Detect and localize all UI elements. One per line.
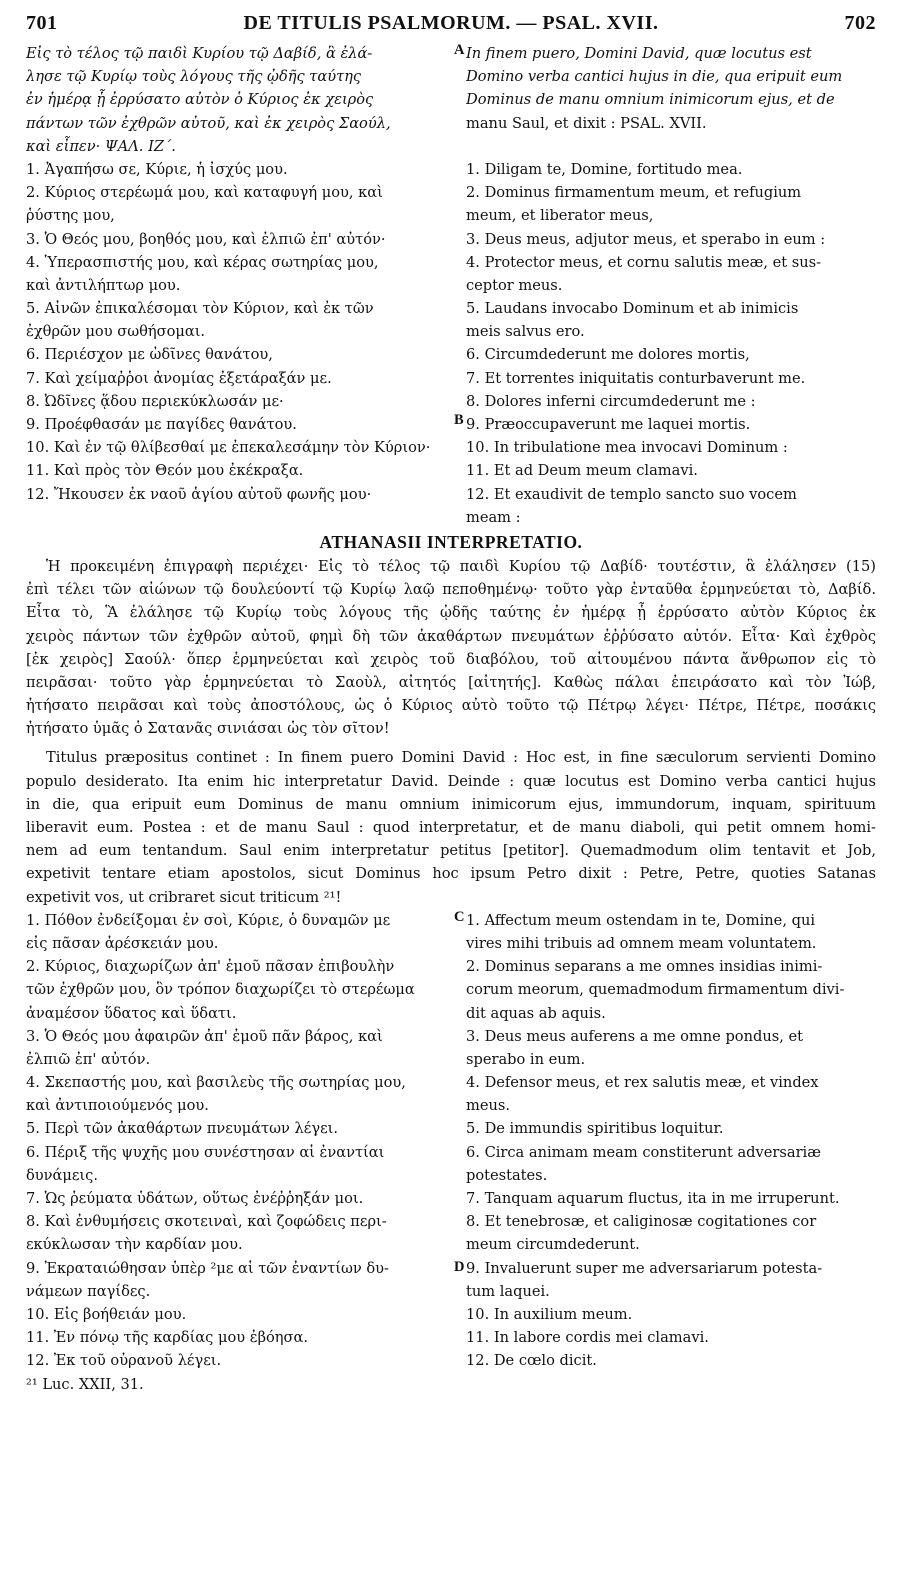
bottom-latin-line: 9. Invaluerunt super me adversariarum potesta- xyxy=(466,1259,823,1277)
bottom-greek-line: 7. Ὡς ῥεύματα ὑδάτων, οὕτως ἐνέῤῥηξάν μοι. xyxy=(26,1190,364,1207)
latin-commentary-line: liberavit eum. Postea : et de manu Saul : quod interpretatur, et de manu diaboli, qui petit omnem homi- xyxy=(26,819,876,836)
bottom-greek-line: εἰς πᾶσαν ἀρέσκειάν μου. xyxy=(26,934,219,952)
bottom-greek-line: 11. Ἐν πόνῳ τῆς καρδίας μου ἐβόησα. xyxy=(26,1329,308,1347)
top-latin-line: Dominus de manu omnium inimicorum ejus, et de xyxy=(466,91,835,109)
top-latin-line: 3. Deus meus, adjutor meus, et sperabo in eum : xyxy=(466,230,826,248)
bottom-greek-line: 2. Κύριος, διαχωρίζων ἀπ' ἐμοῦ πᾶσαν ἐπιβουλὴν xyxy=(26,958,395,976)
top-greek-line: Εἰς τὸ τέλος τῷ παιδὶ Κυρίου τῷ Δαβίδ, ἃ ἐλά- xyxy=(26,45,373,62)
top-greek-line: 3. Ὁ Θεός μου, βοηθός μου, καὶ ἐλπιῶ ἐπ' αὐτόν· xyxy=(26,230,386,248)
greek-commentary-line: ἠτήσατο πειρᾶσαι καὶ τοὺς ἀποστόλους, ὡς ὁ Κύριος αὐτὸ τοῦτο τῷ Πέτρῳ λέγει· Πέτρε, Πέτρε, ποσάκις xyxy=(26,697,876,715)
psalm-text-top xyxy=(26,42,876,529)
bottom-latin-line: corum meorum, quemadmodum firmamentum divi- xyxy=(466,981,845,999)
top-greek-line: καὶ εἶπεν· ΨΑΛ. ΙΖ΄. xyxy=(26,137,176,155)
bottom-greek-line: 3. Ὁ Θεός μου ἀφαιρῶν ἀπ' ἐμοῦ πᾶν βάρος, καὶ xyxy=(26,1027,383,1045)
top-greek-line: 7. Καὶ χείμαῤῥοι ἀνομίας ἐξετάραξάν με. xyxy=(26,369,332,387)
margin-marker-d: D xyxy=(454,1258,465,1275)
bottom-greek-line: 1. Πόθον ἐνδείξομαι ἐν σοὶ, Κύριε, ὁ δυναμῶν με xyxy=(26,911,391,929)
bottom-latin-line: tum laquei. xyxy=(466,1282,550,1300)
top-greek-line: 12. Ἤκουσεν ἐκ ναοῦ ἁγίου αὐτοῦ φωνῆς μου· xyxy=(26,485,372,503)
top-greek-line: 6. Περιέσχον με ὠδῖνες θανάτου, xyxy=(26,346,273,364)
greek-commentary-line: [ἐκ χειρὸς] Σαούλ· ὅπερ ἑρμηνεύεται καὶ χειρὸς τοῦ διαβόλου, τοῦ αἰτουμένου πάντα ἄνθρωπον εἰς τὸ xyxy=(26,650,876,668)
bottom-latin-line: 6. Circa animam meam constiterunt adversariæ xyxy=(466,1143,821,1161)
top-greek-line: ἐν ἡμέρᾳ ᾗ ἐρρύσατο αὐτὸν ὁ Κύριος ἐκ χειρὸς xyxy=(26,91,374,109)
top-greek-line: 2. Κύριος στερέωμά μου, καὶ καταφυγή μου, καὶ xyxy=(26,184,383,202)
bottom-latin-line: 7. Tanquam aquarum fluctus, ita in me irruperunt. xyxy=(466,1190,840,1207)
bottom-greek-line: 5. Περὶ τῶν ἀκαθάρτων πνευμάτων λέγει. xyxy=(26,1120,338,1138)
top-greek-line: 9. Προέφθασάν με παγίδες θανάτου. xyxy=(26,416,297,433)
greek-commentary xyxy=(26,555,876,741)
bottom-latin-line: 3. Deus meus auferens a me omne pondus, et xyxy=(466,1027,803,1045)
top-latin-line: 8. Dolores inferni circumdederunt me : xyxy=(466,392,756,410)
bottom-latin-line: 5. De immundis spiritibus loquitur. xyxy=(466,1120,724,1138)
bottom-greek-line: ἐλπιῶ ἐπ' αὐτόν. xyxy=(26,1050,151,1068)
bottom-latin-line: 11. In labore cordis mei clamavi. xyxy=(466,1329,709,1347)
bottom-latin-line: 2. Dominus separans a me omnes insidias inimi- xyxy=(466,958,823,976)
top-latin-line: 1. Diligam te, Domine, fortitudo mea. xyxy=(466,160,743,178)
bottom-latin-line: 12. De cœlo dicit. xyxy=(466,1352,597,1370)
top-latin-line: manu Saul, et dixit : PSAL. XVII. xyxy=(466,114,707,132)
top-latin-line: 11. Et ad Deum meum clamavi. xyxy=(466,462,698,480)
greek-column-top xyxy=(26,42,454,529)
top-latin-line: 9. Præoccupaverunt me laquei mortis. xyxy=(466,416,751,433)
latin-commentary-line: expetivit tentare etiam apostolos, sicut Dominus hoc ipsum Petro dixit : Petre, Petre, quoties Satanas xyxy=(26,865,876,883)
bottom-greek-line: 9. Ἐκραταιώθησαν ὑπὲρ ²με αἱ τῶν ἐναντίων δυ- xyxy=(26,1259,389,1277)
latin-commentary-line: populo desiderato. Ita enim hic interpretatur David. Deinde : quæ locutus est Domino verba cantici hujus xyxy=(26,772,876,790)
latin-commentary xyxy=(26,746,876,908)
latin-commentary-line: Titulus præpositus continet : In finem puero Domini David : Hoc est, in fine sæculorum servienti Domino xyxy=(46,749,876,767)
top-latin-line xyxy=(466,135,876,158)
bottom-greek-line: εκύκλωσαν τὴν καρδίαν μου. xyxy=(26,1236,243,1254)
top-latin-line: 7. Et torrentes iniquitatis conturbaverunt me. xyxy=(466,369,806,387)
bottom-greek-line: 10. Εἰς βοήθειάν μου. xyxy=(26,1305,187,1323)
bottom-latin-line: meus. xyxy=(466,1097,511,1115)
top-latin-line: meis salvus ero. xyxy=(466,323,585,341)
bottom-greek-line: καὶ ἀντιποιούμενός μου. xyxy=(26,1097,209,1115)
psalm-text-bottom xyxy=(26,909,876,1396)
latin-commentary-line: in die, qua eripuit eum Dominus de manu omnium inimicorum ejus, immundorum, inquam, spirituum xyxy=(26,795,876,813)
top-greek-line: 5. Αἰνῶν ἐπικαλέσομαι τὸν Κύριον, καὶ ἐκ τῶν xyxy=(26,300,374,318)
bottom-latin-line: 1. Affectum meum ostendam in te, Domine, qui xyxy=(466,911,816,929)
greek-commentary-line: Ἡ προκειμένη ἐπιγραφὴ περιέχει· Εἰς τὸ τέλος τῷ παιδὶ Κυρίου τῷ Δαβίδ· τουτέστιν, ἃ ἐλάλησεν (15) xyxy=(46,557,876,575)
top-greek-line: ῥύστης μου, xyxy=(26,207,115,225)
bottom-latin-line: potestates. xyxy=(466,1166,548,1184)
top-greek-line: ἐχθρῶν μου σωθήσομαι. xyxy=(26,323,206,341)
running-title: DE TITULIS PSALMORUM. — PSAL. XVII. xyxy=(243,12,659,34)
bottom-greek-line: 6. Πέριξ τῆς ψυχῆς μου συνέστησαν αἱ ἐναντίαι xyxy=(26,1143,385,1161)
top-greek-line: 8. Ὠδῖνες ᾅδου περιεκύκλωσάν με· xyxy=(26,392,284,410)
greek-commentary-line: ἠτήσατο ὑμᾶς ὁ Σατανᾶς σινιάσαι ὡς τὸν σῖτον! xyxy=(26,720,390,738)
bottom-greek-line: ἀναμέσον ὕδατος καὶ ὕδατι. xyxy=(26,1004,237,1022)
top-latin-line: 4. Protector meus, et cornu salutis meæ, et sus- xyxy=(466,253,822,271)
bottom-latin-line: sperabo in eum. xyxy=(466,1050,586,1068)
margin-marker-c: C xyxy=(454,908,465,925)
top-latin-line: 2. Dominus firmamentum meum, et refugium xyxy=(466,184,802,202)
bottom-greek-line: 8. Καὶ ἐνθυμήσεις σκοτειναὶ, καὶ ζοφώδεις περι- xyxy=(26,1213,387,1231)
bottom-latin-line: meum circumdederunt. xyxy=(466,1236,640,1254)
top-greek-line: καὶ ἀντιλήπτωρ μου. xyxy=(26,276,181,294)
bottom-latin-line: 10. In auxilium meum. xyxy=(466,1305,633,1323)
greek-commentary-line: ἐπὶ τέλει τῶν αἰώνων τῷ δουλεύοντί τῷ Κυρίῳ λαῷ πεποθημένῳ· τοῦτο γὰρ ἐνταῦθα ἑρμηνεύεται τὸ, Δαβίδ. xyxy=(26,581,876,599)
section-title: ATHANASII INTERPRETATIO. xyxy=(319,531,583,552)
top-latin-line: Domino verba cantici hujus in die, qua eripuit eum xyxy=(466,68,843,86)
latin-commentary-line: expetivit vos, ut cribraret sicut triticum ²¹! xyxy=(26,888,342,906)
top-latin-line: meam : xyxy=(466,508,521,526)
greek-commentary-line: πειρᾶσαι· τοῦτο γὰρ ἑρμηνεύεται τὸ Σαοὺλ, αἰτητός [αἰτητής]. Καθὼς πάλαι ἐπειράσατο καὶ τὸν Ἰώβ, xyxy=(26,673,876,691)
bottom-latin-line: dit aquas ab aquis. xyxy=(466,1004,606,1022)
bottom-greek-line: 12. Ἐκ τοῦ οὐρανοῦ λέγει. xyxy=(26,1352,222,1370)
latin-column-bottom xyxy=(466,909,876,1396)
latin-commentary-line: nem ad eum tentandum. Saul enim interpretatur petitus [petitor]. Quemadmodum olim tentavit et Job, xyxy=(26,842,876,860)
bottom-greek-line: τῶν ἐχθρῶν μου, ὃν τρόπον διαχωρίζει τὸ στερέωμα xyxy=(26,981,415,999)
latin-column-top xyxy=(466,42,876,529)
greek-column-bottom xyxy=(26,909,454,1396)
bottom-greek-line: νάμεων παγίδες. xyxy=(26,1282,151,1300)
top-latin-line: 12. Et exaudivit de templo sancto suo vocem xyxy=(466,485,797,503)
margin-marker-b: B xyxy=(454,412,464,428)
top-greek-line: 1. Ἀγαπήσω σε, Κύριε, ἡ ἰσχύς μου. xyxy=(26,160,288,178)
bottom-latin-line: 8. Et tenebrosæ, et caliginosæ cogitationes cor xyxy=(466,1213,817,1231)
greek-commentary-line: Εἶτα τὸ, Ἃ ἐλάλησε τῷ Κυρίῳ τοὺς λόγους τῆς ᾠδῆς ταύτης ἐν ἡμέρᾳ ᾗ ἐρρύσατο αὐτὸν Κύριος ἐκ xyxy=(26,604,876,622)
bottom-greek-line: ²¹ Luc. XXII, 31. xyxy=(26,1375,144,1393)
bottom-greek-line: 4. Σκεπαστής μου, καὶ βασιλεὺς τῆς σωτηρίας μου, xyxy=(26,1074,406,1092)
top-greek-line: λησε τῷ Κυρίῳ τοὺς λόγους τῆς ᾠδῆς ταύτης xyxy=(26,68,362,86)
bottom-greek-line: δυνάμεις. xyxy=(26,1166,98,1184)
top-greek-line: 10. Καὶ ἐν τῷ θλίβεσθαί με ἐπεκαλεσάμην τὸν Κύριον· xyxy=(26,439,431,457)
bottom-latin-line: vires mihi tribuis ad omnem meam voluntatem. xyxy=(466,934,817,952)
top-greek-line: 4. Ὑπερασπιστής μου, καὶ κέρας σωτηρίας μου, xyxy=(26,253,379,271)
left-page-number: 701 xyxy=(26,12,58,34)
top-latin-line: meum, et liberator meus, xyxy=(466,207,654,225)
bottom-latin-line: 4. Defensor meus, et rex salutis meæ, et vindex xyxy=(466,1074,819,1092)
top-greek-line: πάντων τῶν ἐχθρῶν αὐτοῦ, καὶ ἐκ χειρὸς Σαούλ, xyxy=(26,114,391,132)
top-latin-line: 10. In tribulatione mea invocavi Dominum : xyxy=(466,439,788,457)
margin-marker-a: A xyxy=(454,42,465,58)
right-page-number: 702 xyxy=(844,12,876,34)
top-latin-line: 6. Circumdederunt me dolores mortis, xyxy=(466,346,750,364)
running-header xyxy=(26,12,876,42)
top-greek-line: 11. Καὶ πρὸς τὸν Θεόν μου ἐκέκραξα. xyxy=(26,462,304,480)
greek-commentary-line: χειρὸς πάντων τῶν ἐχθρῶν αὐτοῦ, φημὶ δὴ τῶν ἀκαθάρτων πνευμάτων ἐῤῥύσατο αὐτόν. Εἶτα· Καὶ ἐχθρὸς xyxy=(26,627,876,645)
top-latin-line: In finem puero, Domini David, quæ locutus est xyxy=(466,45,812,62)
top-latin-line: 5. Laudans invocabo Dominum et ab inimicis xyxy=(466,300,799,318)
top-latin-line: ceptor meus. xyxy=(466,276,563,294)
